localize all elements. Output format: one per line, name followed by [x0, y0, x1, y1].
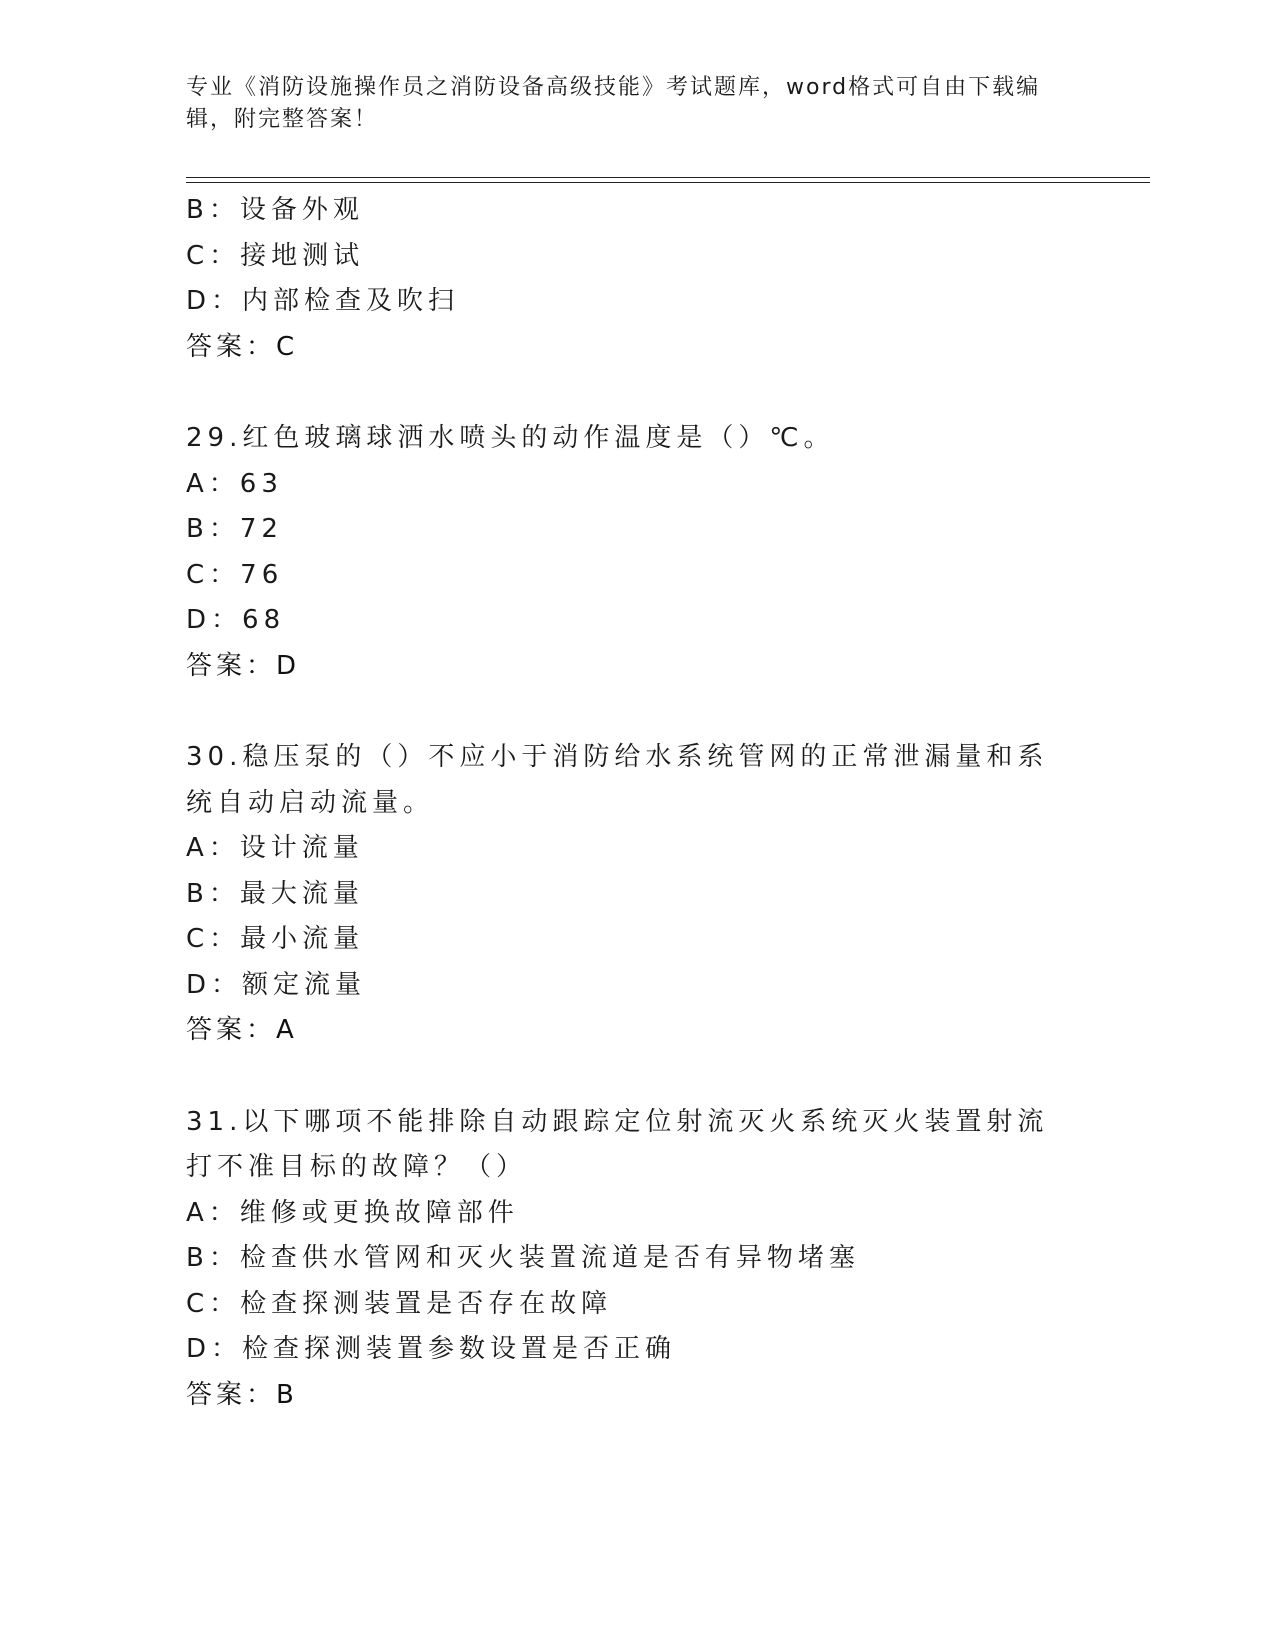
header-rule-top [186, 177, 1150, 178]
option-c: C：接地测试 [186, 240, 365, 271]
option-b: B：72 [186, 514, 283, 544]
question-31 [186, 1100, 1086, 1419]
option-b: B：检查供水管网和灭火装置流道是否有异物堵塞 [186, 1243, 860, 1273]
question-list [186, 188, 1086, 1418]
question-29 [186, 416, 1086, 689]
spacer [186, 370, 1086, 416]
question-stem: 31.以下哪项不能排除自动跟踪定位射流灭火系统灭火装置射流打不准目标的故障？（） [186, 1106, 1049, 1182]
option-a: A：63 [186, 468, 283, 499]
spacer [186, 1054, 1086, 1100]
answer-line: 答案：C [186, 331, 299, 362]
option-d: D：额定流量 [186, 969, 367, 1000]
document-header: 专业《消防设施操作员之消防设备高级技能》考试题库，word格式可自由下载编辑，附完整答案！ [186, 75, 1041, 132]
option-a: A：维修或更换故障部件 [186, 1197, 519, 1228]
question-stem: 30.稳压泵的（）不应小于消防给水系统管网的正常泄漏量和系统自动启动流量。 [186, 742, 1049, 818]
answer-line: 答案：A [186, 1015, 298, 1045]
header-rule-bottom [186, 182, 1150, 183]
question-30 [186, 735, 1086, 1054]
option-d: D：检查探测装置参数设置是否正确 [186, 1334, 677, 1364]
answer-line: 答案：D [186, 650, 301, 681]
answer-line: 答案：B [186, 1379, 298, 1410]
option-a: A：设计流量 [186, 833, 364, 863]
option-c: C：最小流量 [186, 924, 365, 954]
option-c: C：检查探测装置是否存在故障 [186, 1288, 613, 1319]
question-stem: 29.红色玻璃球洒水喷头的动作温度是（）℃。 [186, 423, 835, 453]
option-c: C：76 [186, 559, 284, 590]
spacer [186, 689, 1086, 735]
option-b: B：设备外观 [186, 195, 364, 225]
question-28-continued [186, 188, 1086, 370]
option-b: B：最大流量 [186, 878, 364, 909]
option-d: D：68 [186, 605, 286, 635]
option-d: D：内部检查及吹扫 [186, 286, 460, 316]
